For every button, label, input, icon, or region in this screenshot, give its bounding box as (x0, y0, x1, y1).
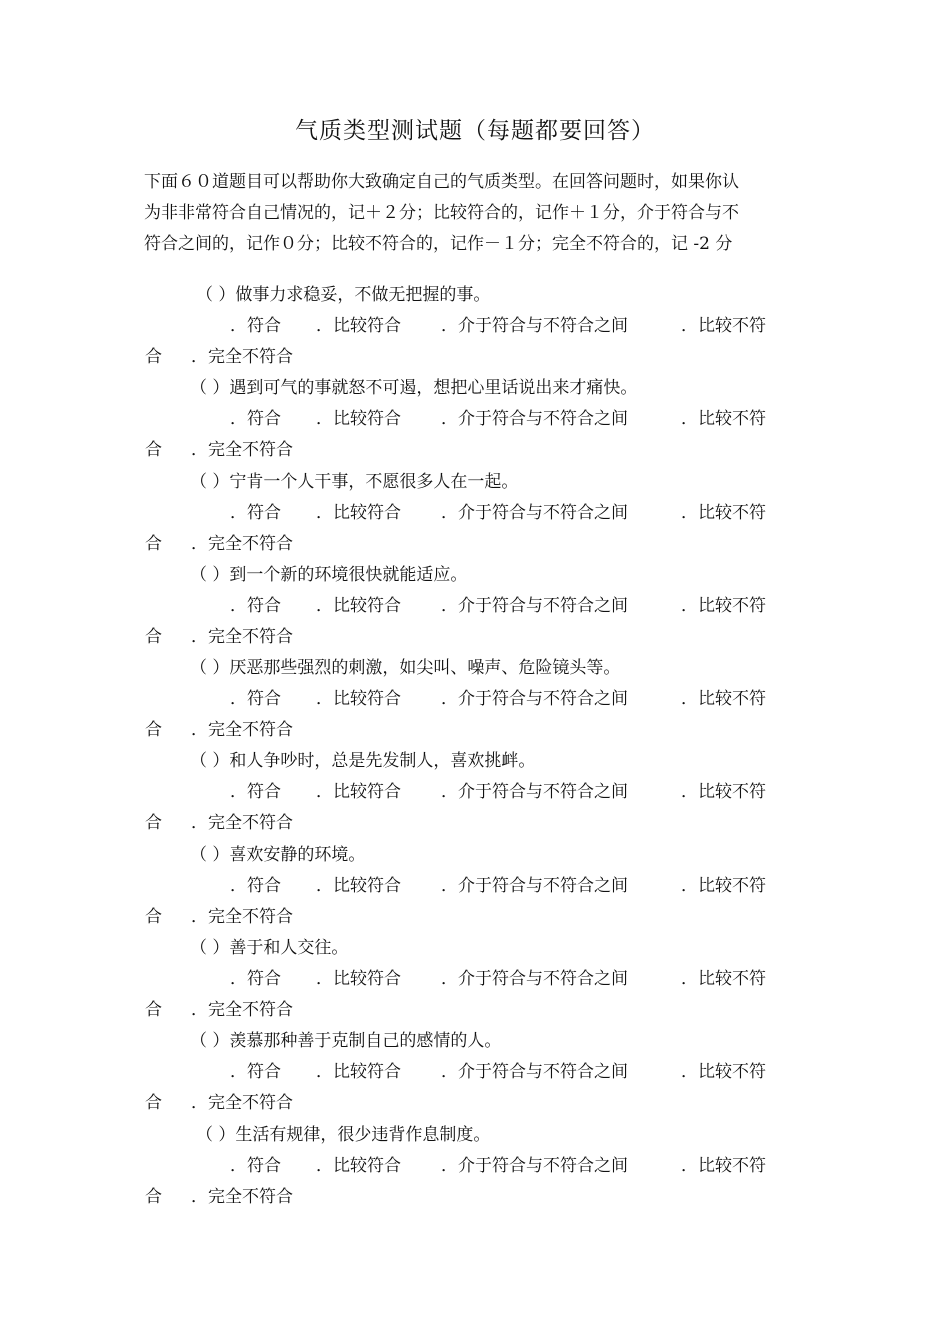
option-row (0, 342, 950, 373)
question-text: （ ）喜欢安静的环境。 (190, 844, 366, 865)
option-row (0, 1182, 950, 1213)
option-fairly-unfit-wrap[interactable]: 合 (145, 533, 162, 554)
question-text: （ ）生活有规律，很少违背作息制度。 (196, 1124, 491, 1145)
option-fairly-unfit[interactable]: ．比较不符 (681, 969, 766, 990)
option-row (0, 1057, 950, 1088)
option-fairly-unfit-wrap[interactable]: 合 (145, 720, 162, 741)
option-fit[interactable]: ．符合 (230, 689, 281, 710)
option-row (0, 715, 950, 746)
question-item (0, 840, 950, 933)
option-row (0, 777, 950, 808)
question-text: （ ）和人争吵时，总是先发制人，喜欢挑衅。 (190, 751, 536, 772)
option-row (0, 995, 950, 1026)
question-item (0, 933, 950, 1026)
option-fit[interactable]: ．符合 (230, 409, 281, 430)
option-fairly-unfit-wrap[interactable]: 合 (145, 1000, 162, 1021)
question-item (0, 653, 950, 746)
question-item (0, 373, 950, 466)
option-unfit[interactable]: ．完全不符合 (191, 1186, 293, 1207)
question-list (0, 280, 950, 1213)
option-row (0, 529, 950, 560)
question-item (0, 560, 950, 653)
option-row (0, 902, 950, 933)
option-row (0, 1088, 950, 1119)
option-row (0, 404, 950, 435)
option-unfit[interactable]: ．完全不符合 (191, 813, 293, 834)
option-fairly-unfit[interactable]: ．比较不符 (681, 1062, 766, 1083)
option-unfit[interactable]: ．完全不符合 (191, 533, 293, 554)
option-unfit[interactable]: ．完全不符合 (191, 1000, 293, 1021)
option-fit[interactable]: ．符合 (230, 782, 281, 803)
option-fairly-unfit[interactable]: ．比较不符 (681, 502, 766, 523)
option-fairly-unfit[interactable]: ．比较不符 (681, 595, 766, 616)
option-fairly-fit[interactable]: ．比较符合 (316, 1062, 401, 1083)
option-fairly-fit[interactable]: ．比较符合 (316, 875, 401, 896)
option-unfit[interactable]: ．完全不符合 (191, 906, 293, 927)
option-fairly-unfit[interactable]: ．比较不符 (681, 316, 766, 336)
question-text: （ ）厌恶那些强烈的刺激，如尖叫、噪声、危险镜头等。 (190, 658, 621, 679)
option-neutral[interactable]: ．介于符合与不符合之间 (441, 782, 628, 803)
option-row (0, 964, 950, 995)
intro-paragraph (144, 167, 814, 260)
option-unfit[interactable]: ．完全不符合 (191, 347, 293, 367)
option-neutral[interactable]: ．介于符合与不符合之间 (441, 595, 628, 616)
option-neutral[interactable]: ．介于符合与不符合之间 (441, 1062, 628, 1083)
option-fairly-unfit-wrap[interactable]: 合 (145, 626, 162, 647)
option-neutral[interactable]: ．介于符合与不符合之间 (441, 969, 628, 990)
option-neutral[interactable]: ．介于符合与不符合之间 (441, 502, 628, 523)
option-neutral[interactable]: ．介于符合与不符合之间 (441, 689, 628, 710)
option-fairly-unfit[interactable]: ．比较不符 (681, 875, 766, 896)
question-item (0, 746, 950, 839)
option-fairly-fit[interactable]: ．比较符合 (316, 316, 401, 336)
option-fairly-unfit[interactable]: ．比较不符 (681, 409, 766, 430)
option-neutral[interactable]: ．介于符合与不符合之间 (441, 316, 628, 336)
option-unfit[interactable]: ．完全不符合 (191, 1093, 293, 1114)
option-unfit[interactable]: ．完全不符合 (191, 720, 293, 741)
option-row (0, 871, 950, 902)
question-text: （ ）做事力求稳妥，不做无把握的事。 (196, 285, 491, 305)
question-text: （ ）遇到可气的事就怒不可遏，想把心里话说出来才痛快。 (190, 378, 638, 399)
option-fairly-fit[interactable]: ．比较符合 (316, 409, 401, 430)
option-fairly-unfit-wrap[interactable]: 合 (145, 440, 162, 461)
question-item (0, 280, 950, 373)
option-fit[interactable]: ．符合 (230, 1155, 281, 1176)
option-fairly-unfit-wrap[interactable]: 合 (145, 1093, 162, 1114)
option-fit[interactable]: ．符合 (230, 316, 281, 336)
option-row (0, 591, 950, 622)
intro-line: 下面６０道题目可以帮助你大致确定自己的气质类型。在回答问题时，如果你认 (144, 172, 739, 192)
question-text: （ ）宁肯一个人干事，不愿很多人在一起。 (190, 471, 519, 492)
option-fairly-fit[interactable]: ．比较符合 (316, 689, 401, 710)
intro-line: 符合之间的，记作０分；比较不符合的，记作－１分；完全不符合的，记 -2 分 (144, 234, 733, 254)
option-fairly-fit[interactable]: ．比较符合 (316, 502, 401, 523)
option-row (0, 808, 950, 839)
question-item (0, 467, 950, 560)
option-row (0, 1151, 950, 1182)
option-fit[interactable]: ．符合 (230, 969, 281, 990)
option-fairly-fit[interactable]: ．比较符合 (316, 1155, 401, 1176)
option-neutral[interactable]: ．介于符合与不符合之间 (441, 1155, 628, 1176)
option-fairly-unfit-wrap[interactable]: 合 (145, 906, 162, 927)
option-row (0, 435, 950, 466)
option-fit[interactable]: ．符合 (230, 595, 281, 616)
option-fairly-unfit[interactable]: ．比较不符 (681, 782, 766, 803)
option-fairly-fit[interactable]: ．比较符合 (316, 595, 401, 616)
option-fit[interactable]: ．符合 (230, 1062, 281, 1083)
option-unfit[interactable]: ．完全不符合 (191, 440, 293, 461)
option-fairly-unfit-wrap[interactable]: 合 (145, 813, 162, 834)
option-neutral[interactable]: ．介于符合与不符合之间 (441, 409, 628, 430)
intro-line: 为非非常符合自己情况的，记＋２分；比较符合的，记作＋１分，介于符合与不 (144, 203, 739, 223)
option-row (0, 498, 950, 529)
question-item (0, 1120, 950, 1213)
page-title: 气质类型测试题（每题都要回答） (295, 118, 655, 144)
option-fairly-unfit[interactable]: ．比较不符 (681, 1155, 766, 1176)
option-neutral[interactable]: ．介于符合与不符合之间 (441, 875, 628, 896)
option-row (0, 311, 950, 342)
option-row (0, 684, 950, 715)
question-text: （ ）羡慕那种善于克制自己的感情的人。 (190, 1031, 502, 1052)
option-fit[interactable]: ．符合 (230, 502, 281, 523)
option-row (0, 622, 950, 653)
question-text: （ ）到一个新的环境很快就能适应。 (190, 564, 468, 585)
option-fit[interactable]: ．符合 (230, 875, 281, 896)
option-fairly-fit[interactable]: ．比较符合 (316, 782, 401, 803)
option-fairly-unfit[interactable]: ．比较不符 (681, 689, 766, 710)
option-fairly-fit[interactable]: ．比较符合 (316, 969, 401, 990)
question-text: （ ）善于和人交往。 (190, 938, 349, 959)
option-unfit[interactable]: ．完全不符合 (191, 626, 293, 647)
option-fairly-unfit-wrap[interactable]: 合 (145, 347, 162, 367)
option-fairly-unfit-wrap[interactable]: 合 (145, 1186, 162, 1207)
question-item (0, 1026, 950, 1119)
